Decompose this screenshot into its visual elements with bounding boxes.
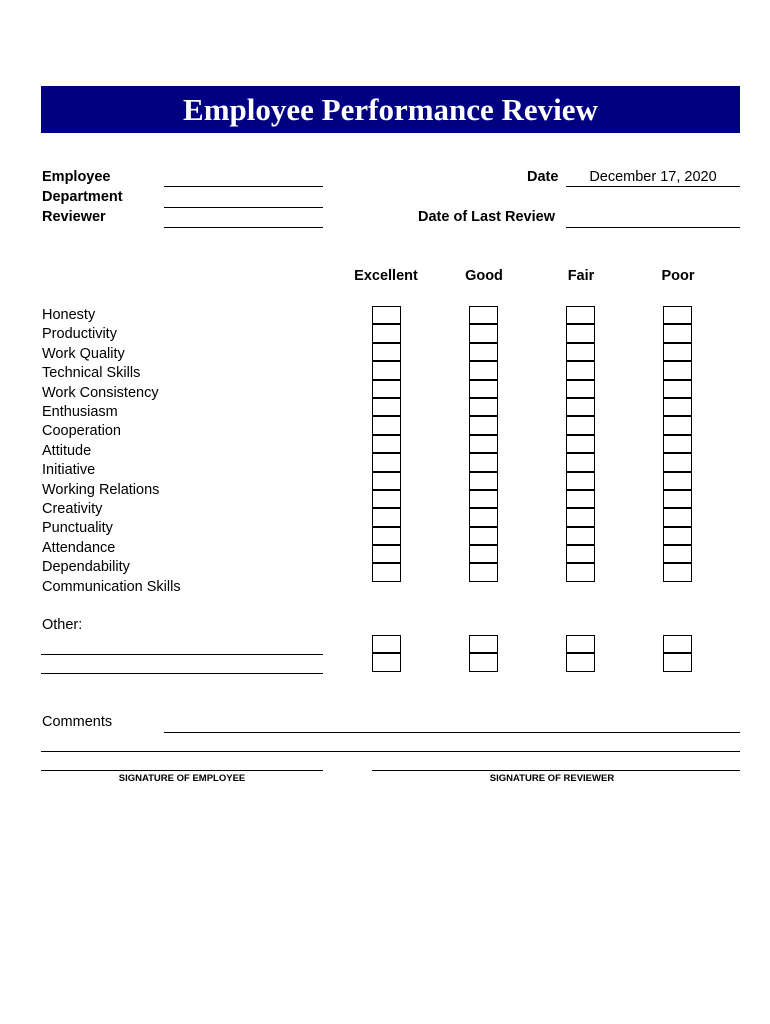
employee-label: Employee (42, 169, 111, 185)
date-field-line (566, 186, 740, 187)
other-checkbox-column-excellent (372, 635, 401, 672)
column-poor: Poor (661, 268, 695, 284)
column-good: Good (465, 268, 503, 284)
checkbox[interactable] (372, 472, 401, 490)
checkbox[interactable] (469, 472, 498, 490)
checkbox[interactable] (469, 653, 498, 671)
other-checkbox-column-poor (663, 635, 692, 672)
checkbox[interactable] (469, 343, 498, 361)
criterion-work-consistency: Work Consistency (42, 384, 159, 401)
checkbox[interactable] (663, 563, 692, 581)
checkbox-column-good (469, 306, 498, 582)
last-review-field[interactable] (566, 227, 740, 228)
checkbox[interactable] (469, 563, 498, 581)
checkbox[interactable] (566, 343, 595, 361)
checkbox[interactable] (469, 527, 498, 545)
checkbox[interactable] (372, 635, 401, 653)
criterion-creativity: Creativity (42, 501, 103, 518)
checkbox[interactable] (469, 508, 498, 526)
checkbox[interactable] (566, 490, 595, 508)
checkbox[interactable] (469, 324, 498, 342)
date-value[interactable]: December 17, 2020 (589, 169, 717, 185)
checkbox[interactable] (372, 416, 401, 434)
checkbox-column-excellent (372, 306, 401, 582)
criterion-honesty: Honesty (42, 307, 96, 323)
checkbox[interactable] (663, 435, 692, 453)
criterion-working-relations: Working Relations (42, 481, 160, 498)
checkbox[interactable] (469, 306, 498, 324)
checkbox[interactable] (566, 361, 595, 379)
checkbox[interactable] (469, 435, 498, 453)
checkbox[interactable] (372, 343, 401, 361)
other-checkbox-column-good (469, 635, 498, 672)
checkbox[interactable] (566, 508, 595, 526)
checkbox[interactable] (663, 545, 692, 563)
checkbox[interactable] (372, 653, 401, 671)
employee-signature-line[interactable] (41, 770, 323, 771)
checkbox[interactable] (566, 545, 595, 563)
column-fair: Fair (567, 268, 595, 284)
checkbox[interactable] (372, 563, 401, 581)
other-label: Other: (42, 617, 83, 633)
comments-field-1[interactable] (164, 732, 740, 733)
checkbox[interactable] (663, 653, 692, 671)
checkbox[interactable] (663, 527, 692, 545)
employee-field[interactable] (164, 186, 323, 187)
checkbox[interactable] (663, 361, 692, 379)
checkbox[interactable] (663, 472, 692, 490)
checkbox[interactable] (566, 306, 595, 324)
checkbox[interactable] (372, 306, 401, 324)
criterion-dependability: Dependability (42, 559, 130, 576)
checkbox[interactable] (469, 545, 498, 563)
checkbox[interactable] (566, 324, 595, 342)
checkbox[interactable] (469, 380, 498, 398)
reviewer-signature-label: SIGNATURE OF REVIEWER (489, 773, 615, 784)
checkbox[interactable] (469, 398, 498, 416)
date-label: Date (527, 169, 559, 185)
checkbox[interactable] (469, 361, 498, 379)
employee-signature-label: SIGNATURE OF EMPLOYEE (118, 773, 246, 784)
checkbox[interactable] (663, 398, 692, 416)
checkbox[interactable] (372, 545, 401, 563)
checkbox[interactable] (469, 490, 498, 508)
checkbox[interactable] (372, 380, 401, 398)
checkbox[interactable] (663, 416, 692, 434)
reviewer-field[interactable] (164, 227, 323, 228)
checkbox[interactable] (566, 398, 595, 416)
criterion-work-quality: Work Quality (42, 345, 125, 362)
checkbox[interactable] (372, 527, 401, 545)
checkbox[interactable] (469, 635, 498, 653)
checkbox[interactable] (663, 490, 692, 508)
other-field-2[interactable] (41, 673, 323, 674)
column-excellent: Excellent (354, 268, 418, 284)
criterion-attendance: Attendance (42, 539, 116, 556)
criterion-technical-skills: Technical Skills (42, 365, 141, 382)
checkbox[interactable] (566, 435, 595, 453)
checkbox[interactable] (566, 453, 595, 471)
criterion-productivity: Productivity (42, 326, 117, 343)
checkbox[interactable] (372, 398, 401, 416)
comments-label: Comments (42, 714, 113, 730)
criterion-cooperation: Cooperation (42, 423, 121, 440)
checkbox[interactable] (663, 508, 692, 526)
comments-field-2[interactable] (41, 751, 740, 752)
other-field-1[interactable] (41, 654, 323, 655)
checkbox[interactable] (663, 306, 692, 324)
other-checkbox-column-fair (566, 635, 595, 672)
checkbox[interactable] (663, 635, 692, 653)
checkbox-column-fair (566, 306, 595, 582)
reviewer-signature-line[interactable] (372, 770, 740, 771)
criterion-punctuality: Punctuality (42, 520, 113, 537)
checkbox[interactable] (663, 453, 692, 471)
checkbox[interactable] (372, 324, 401, 342)
criterion-enthusiasm: Enthusiasm (42, 404, 118, 421)
checkbox[interactable] (372, 435, 401, 453)
checkbox[interactable] (663, 380, 692, 398)
checkbox[interactable] (469, 453, 498, 471)
last-review-label: Date of Last Review (418, 209, 555, 225)
checkbox[interactable] (566, 416, 595, 434)
checkbox[interactable] (372, 361, 401, 379)
checkbox[interactable] (372, 490, 401, 508)
criterion-initiative: Initiative (42, 462, 96, 479)
page-title: Employee Performance Review (183, 92, 598, 127)
department-label: Department (42, 189, 123, 205)
checkbox[interactable] (663, 343, 692, 361)
checkbox[interactable] (566, 635, 595, 653)
checkbox[interactable] (372, 453, 401, 471)
checkbox-column-poor (663, 306, 692, 582)
criterion-attitude: Attitude (42, 442, 92, 459)
checkbox[interactable] (663, 324, 692, 342)
checkbox[interactable] (469, 416, 498, 434)
checkbox[interactable] (372, 508, 401, 526)
reviewer-label: Reviewer (42, 209, 106, 225)
criteria-list (42, 306, 181, 597)
department-field[interactable] (164, 207, 323, 208)
checkbox[interactable] (566, 653, 595, 671)
checkbox[interactable] (566, 472, 595, 490)
checkbox[interactable] (566, 380, 595, 398)
checkbox[interactable] (566, 563, 595, 581)
checkbox[interactable] (566, 527, 595, 545)
criterion-communication-skills: Communication Skills (42, 578, 181, 595)
